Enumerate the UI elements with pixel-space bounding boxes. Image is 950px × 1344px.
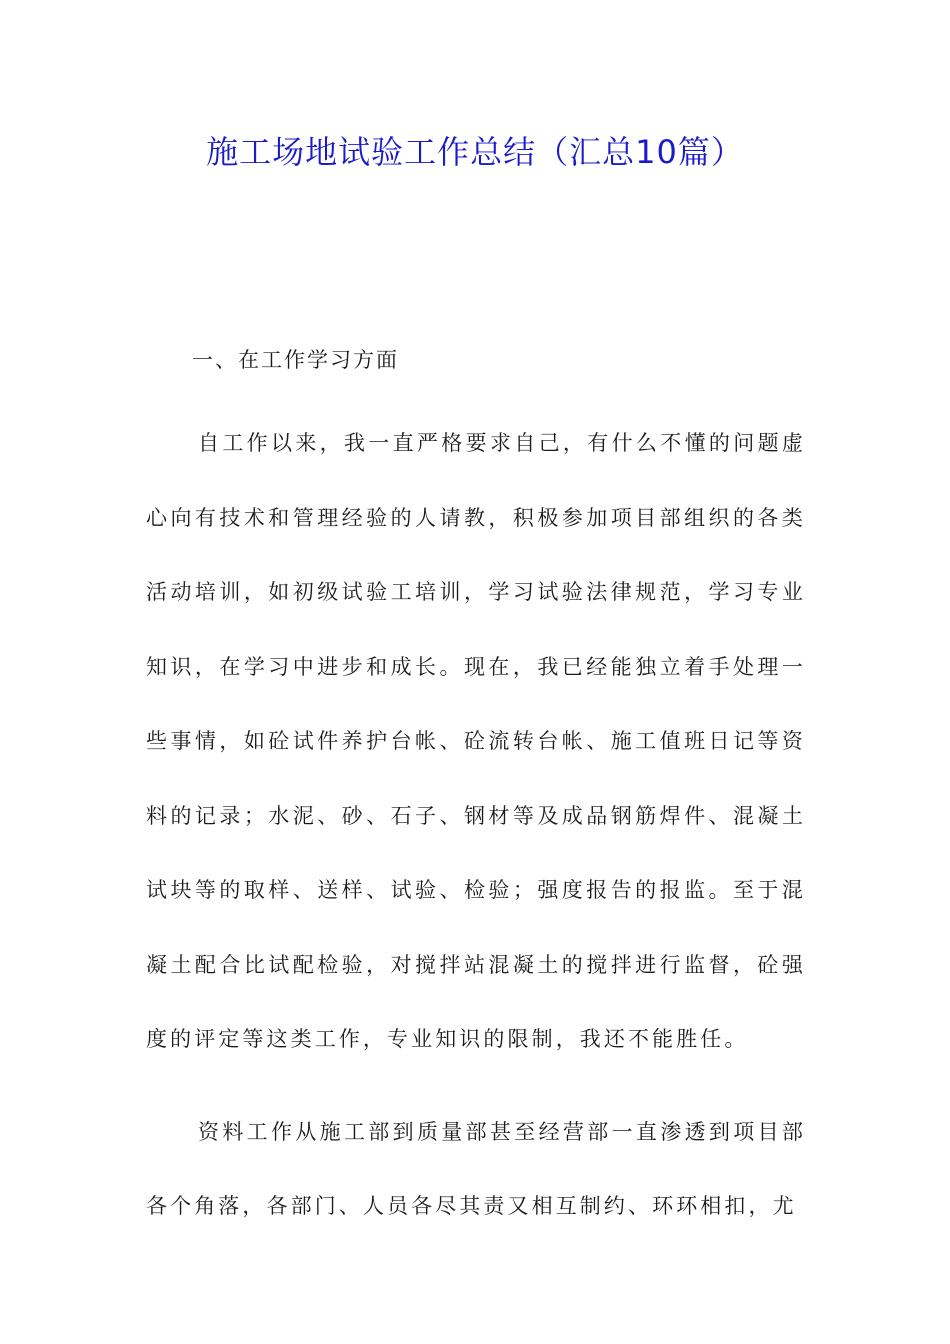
- document-body: [146, 334, 806, 1244]
- document-title: 施工场地试验工作总结（汇总10篇）: [206, 133, 744, 171]
- section-heading: 一、在工作学习方面: [192, 348, 399, 372]
- body-paragraph-1: 自工作以来，我一直严格要求自己，有什么不懂的问题虚心向有技术和管理经验的人请教，积极参加项目部组织的各类活动培训，如初级试验工培训，学习试验法律规范，学习专业知识，在学习中进步和成长。现在，我已经能独立着手处理一些事情，如砼试件养护台帐、砼流转台帐、施工值班日记等资料的记录；水泥、砂、石子、钢材等及成品钢筋焊件、混凝土试块等的取样、送样、试验、检验；强度报告的报监。至于混凝土配合比试配检验，对搅拌站混凝土的搅拌进行监督，砼强度的评定等这类工作，专业知识的限制，我还不能胜任。: [146, 431, 806, 1051]
- body-paragraph-2: 资料工作从施工部到质量部甚至经营部一直渗透到项目部各个角落，各部门、人员各尽其责又相互制约、环环相扣，尤: [146, 1119, 806, 1218]
